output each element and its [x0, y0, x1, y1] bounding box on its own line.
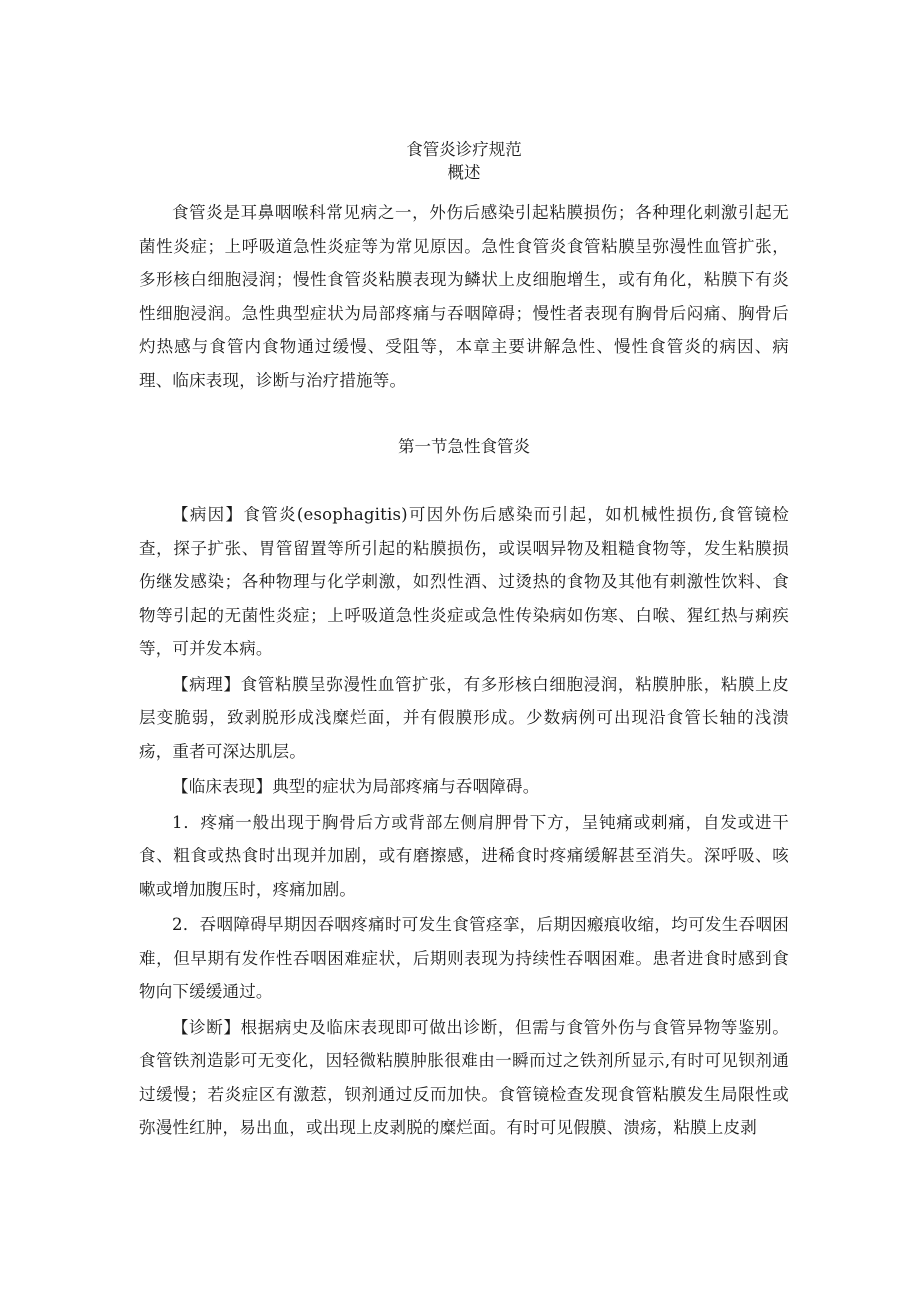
paragraph-pain: 1．疼痛一般出现于胸骨后方或背部左侧肩胛骨下方，呈钝痛或刺痛，自发或进干食、粗食或热食时出现并加剧，或有磨擦感，进稀食时疼痛缓解甚至消失。深呼吸、咳嗽或增加腹压时，疼痛加剧。 — [139, 812, 789, 899]
paragraph-etiology: 【病因】食管炎(esophagitis)可因外伤后感染而引起，如机械性损伤,食管镜检查，探子扩张、胃管留置等所引起的粘膜损伤，或误咽异物及粗糙食物等，发生粘膜损伤继发感染；各种物理与化学刺激，如烈性酒、过烫热的食物及其他有刺激性饮料、食物等引起的无菌性炎症；上呼吸道急性炎症或急性传染病如伤寒、白喉、猩红热与痢疾等，可并发本病。 — [139, 505, 789, 658]
document-title: 食管炎诊疗规范 — [406, 140, 522, 159]
overview-paragraph: 食管炎是耳鼻咽喉科常见病之一，外伤后感染引起粘膜损伤；各种理化刺激引起无菌性炎症；上呼吸道急性炎症等为常见原因。急性食管炎食管粘膜呈弥漫性血管扩张，多形核白细胞浸润；慢性食管炎粘膜表现为鳞状上皮细胞增生，或有角化，粘膜下有炎性细胞浸润。急性典型症状为局部疼痛与吞咽障碍；慢性者表现有胸骨后闷痛、胸骨后灼热感与食管内食物通过缓慢、受阻等，本章主要讲解急性、慢性食管炎的病因、病理、临床表现，诊断与治疗措施等。 — [139, 203, 789, 390]
paragraph-diagnosis: 【诊断】根据病史及临床表现即可做出诊断，但需与食管外伤与食管异物等鉴别。食管铁剂造影可无变化，因轻微粘膜肿胀很难由一瞬而过之铁剂所显示,有时可见钡剂通过缓慢；若炎症区有激惹，钡剂通过反而加快。食管镜检查发现食管粘膜发生局限性或弥漫性红肿，易出血，或出现上皮剥脱的糜烂面。有时可见假膜、溃疡，粘膜上皮剥 — [139, 1017, 789, 1137]
paragraph-dysphagia: 2．吞咽障碍早期因吞咽疼痛时可发生食管痉挛，后期因瘢痕收缩，均可发生吞咽困难，但早期有发作性吞咽困难症状，后期则表现为持续性吞咽困难。患者进食时感到食物向下缓缓通过。 — [139, 915, 789, 1001]
paragraph-clinical: 【临床表现】典型的症状为局部疼痛与吞咽障碍。 — [172, 777, 540, 796]
paragraph-pathology: 【病理】食管粘膜呈弥漫性血管扩张，有多形核白细胞浸润，粘膜肿胀，粘膜上皮层变脆弱，致剥脱形成浅糜烂面，并有假膜形成。少数病例可出现沿食管长轴的浅溃疡，重者可深达肌层。 — [139, 674, 789, 761]
document-body — [139, 138, 789, 1145]
section-heading: 第一节急性食管炎 — [398, 437, 530, 456]
document-subtitle: 概述 — [447, 163, 481, 182]
